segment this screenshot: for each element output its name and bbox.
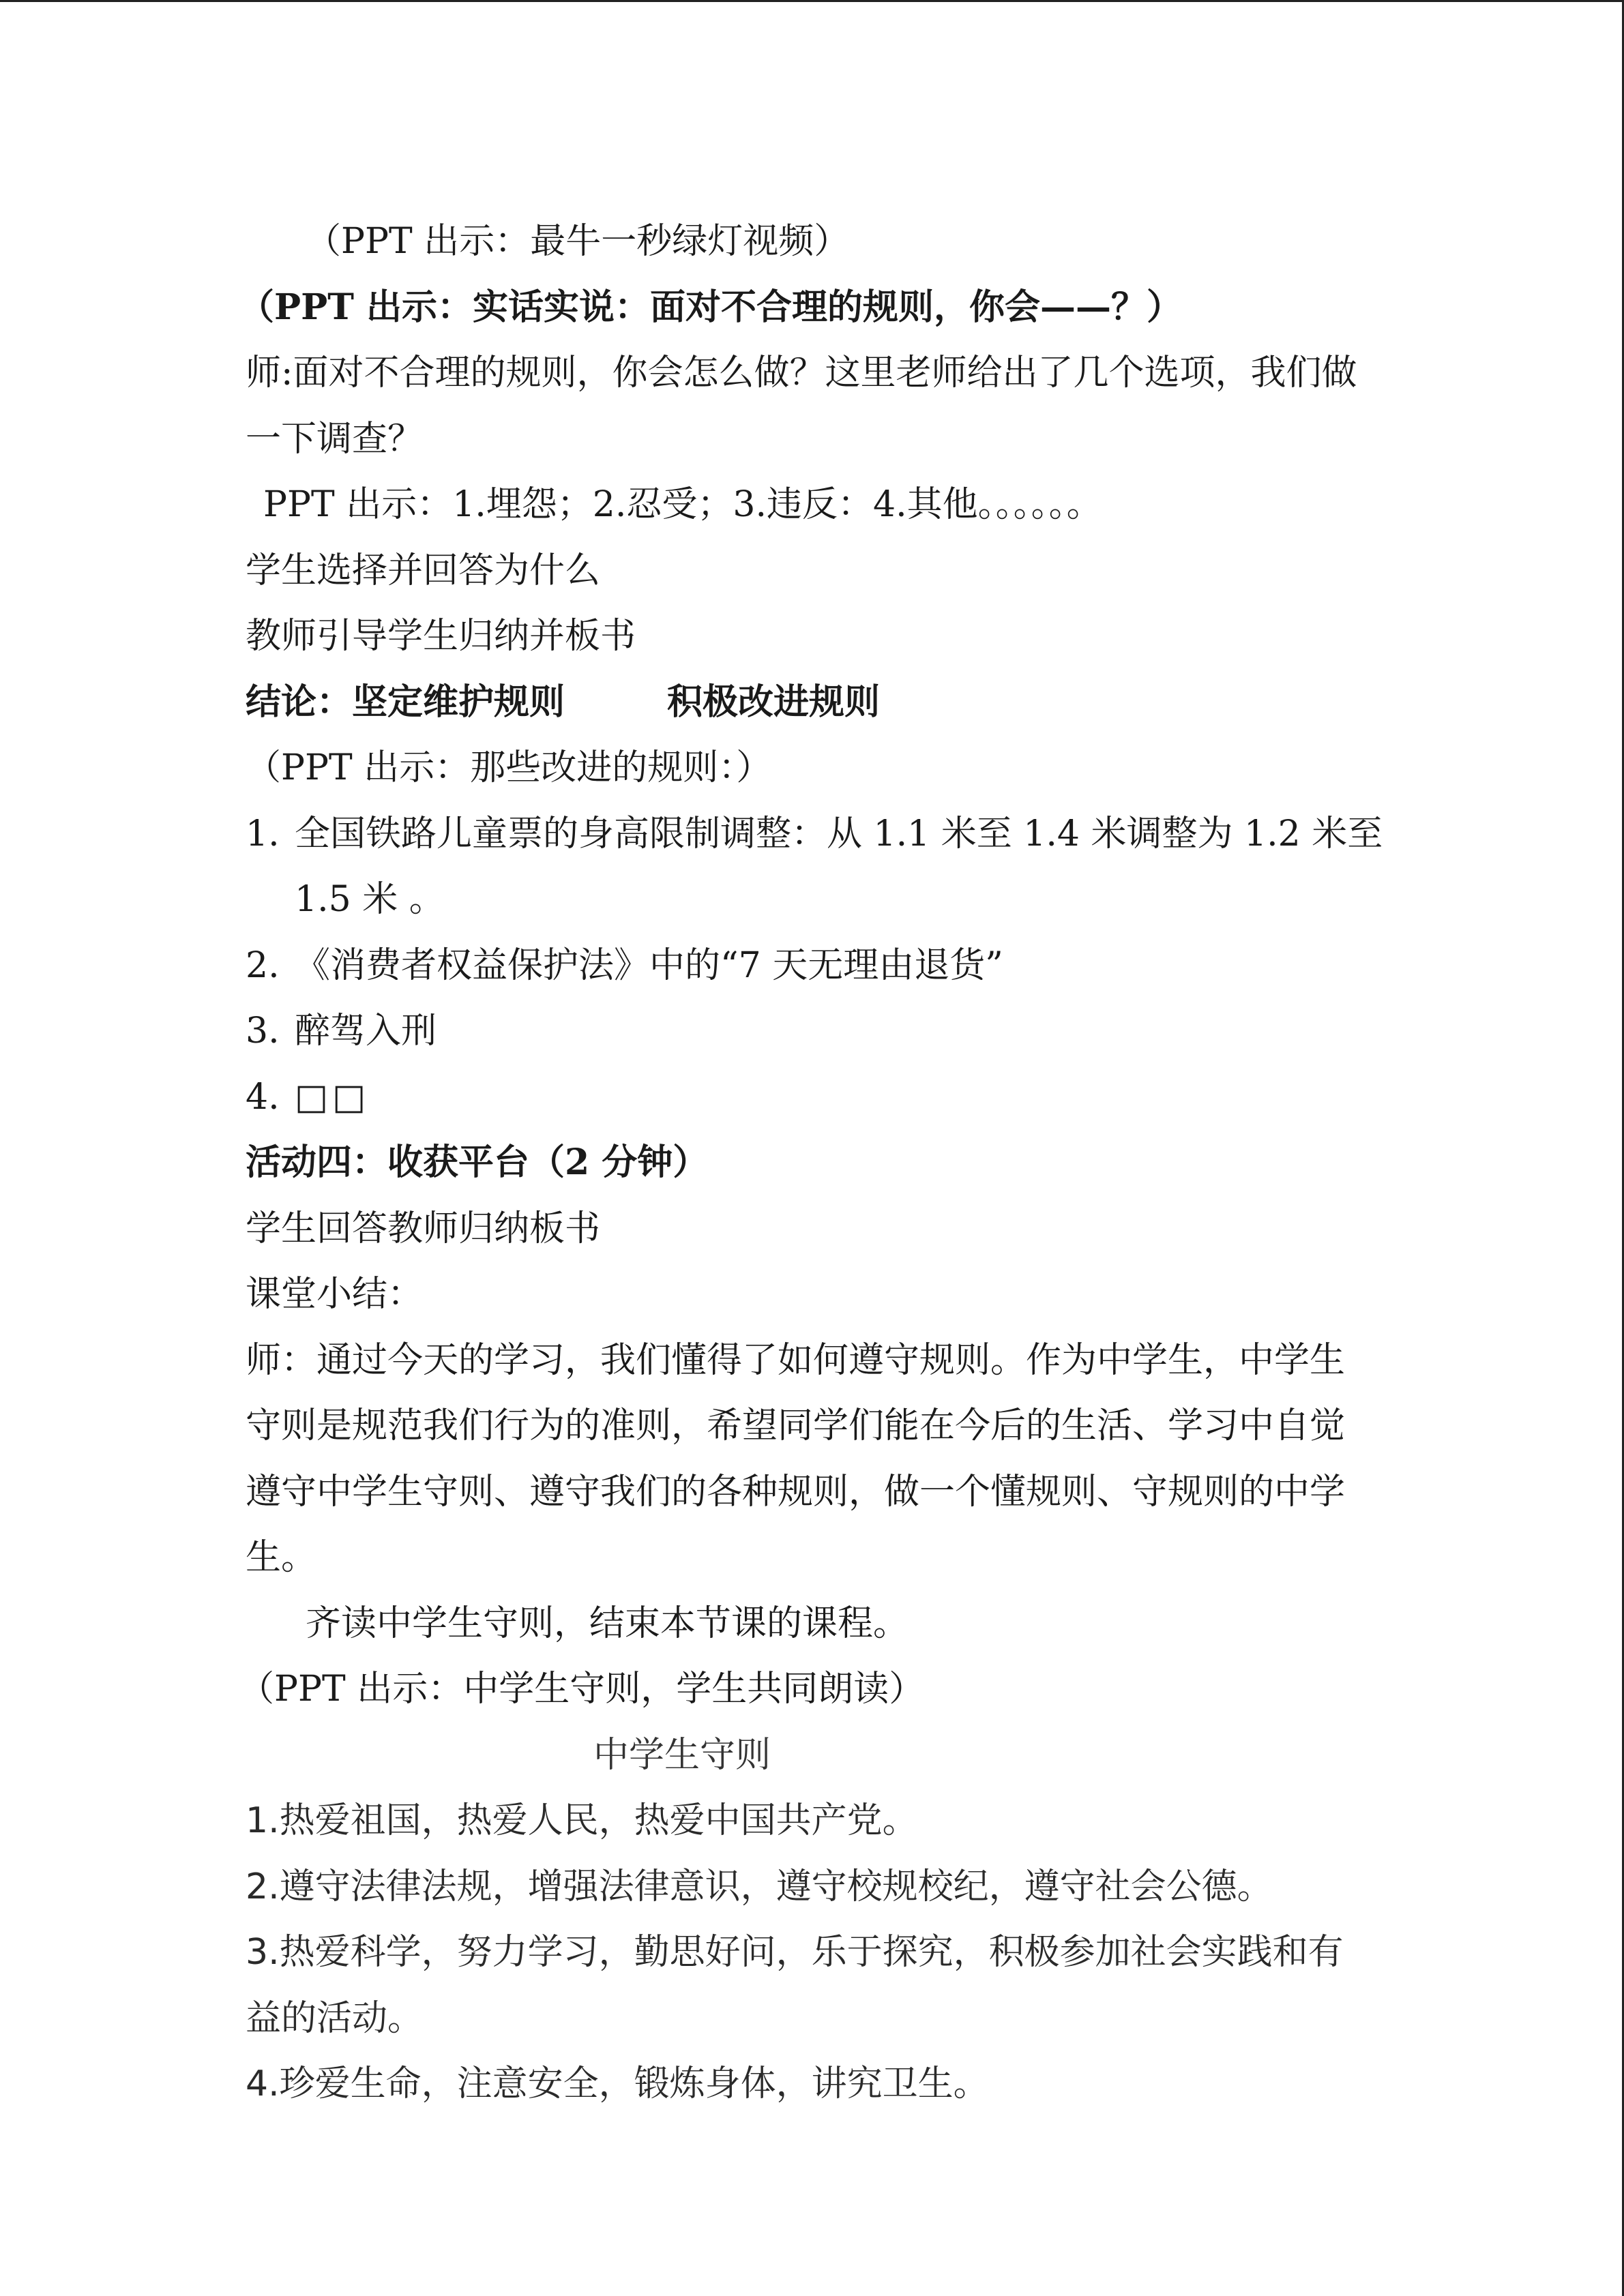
document-page xyxy=(239,209,1391,2117)
list-item-number: 2. xyxy=(246,944,280,986)
code-rule: 3.热爱科学，努力学习，勤思好问，乐于探究，积极参加社会实践和有益的活动。 xyxy=(246,1932,1344,2039)
ppt-note-video: （PPT 出示：最牛一秒绿灯视频） xyxy=(306,221,850,262)
list-item xyxy=(246,998,1391,1064)
code-title: 中学生守则 xyxy=(593,1734,771,1776)
student-response: 学生选择并回答为什么 xyxy=(246,550,601,591)
teacher-summary: 师：通过今天的学习，我们懂得了如何遵守规则。作为中学生，中学生守则是规范我们行为的准则，希望同学们能在今后的生活、学习中自觉遵守中学生守则、遵守我们的各种规则，做一个懂规则、守规则的中学生。 xyxy=(246,1339,1346,1578)
code-rule: 4.珍爱生命，注意安全，锻炼身体，讲究卫生。 xyxy=(246,2063,989,2104)
page-border-top xyxy=(0,0,1624,2)
code-rule: 2.遵守法律法规，增强法律意识，遵守校规校纪，遵守社会公德。 xyxy=(246,1866,1273,1907)
ppt-note-code: （PPT 出示：中学生守则，学生共同朗读） xyxy=(239,1669,925,1710)
student-answer: 学生回答教师归纳板书 xyxy=(246,1208,601,1249)
teacher-question: 师:面对不合理的规则，你会怎么做？这里老师给出了几个选项，我们做一下调查？ xyxy=(246,353,1357,460)
class-summary-label: 课堂小结： xyxy=(246,1274,424,1315)
teacher-guide: 教师引导学生归纳并板书 xyxy=(246,616,636,657)
list-item xyxy=(246,801,1391,933)
ppt-note-question: （PPT 出示：实话实说：面对不合理的规则，你会——？） xyxy=(239,286,1183,328)
conclusion-part-1: 结论：坚定维护规则 xyxy=(246,681,565,723)
activity-title: 活动四：收获平台（2 分钟） xyxy=(246,1142,709,1183)
conclusion-part-2: 积极改进规则 xyxy=(667,681,881,723)
list-item-text: 全国铁路儿童票的身高限制调整：从 1.1 米至 1.4 米调整为 1.2 米至 1.5 米 。 xyxy=(295,813,1383,920)
list-item xyxy=(246,1064,1391,1131)
read-together: 齐读中学生守则，结束本节课的课程。 xyxy=(306,1602,909,1644)
list-item-text: 《消费者权益保护法》中的“7 天无理由退货” xyxy=(295,944,1003,986)
list-item-number: 4. xyxy=(246,1076,280,1118)
list-item-number: 3. xyxy=(246,1011,280,1052)
list-item-text: □□ xyxy=(295,1076,370,1118)
ppt-options: PPT 出示：1.埋怨；2.忍受；3.违反：4.其他。。。。。。 xyxy=(263,484,1102,525)
list-item xyxy=(246,933,1391,999)
list-item-number: 1. xyxy=(246,813,280,854)
ppt-note-improved-rules: （PPT 出示：那些改进的规则：） xyxy=(246,747,772,788)
improved-rules-list xyxy=(246,801,1391,1131)
list-item-text: 醉驾入刑 xyxy=(295,1011,437,1052)
code-rule: 1.热爱祖国，热爱人民，热爱中国共产党。 xyxy=(246,1800,918,1841)
conclusion xyxy=(246,670,1391,736)
